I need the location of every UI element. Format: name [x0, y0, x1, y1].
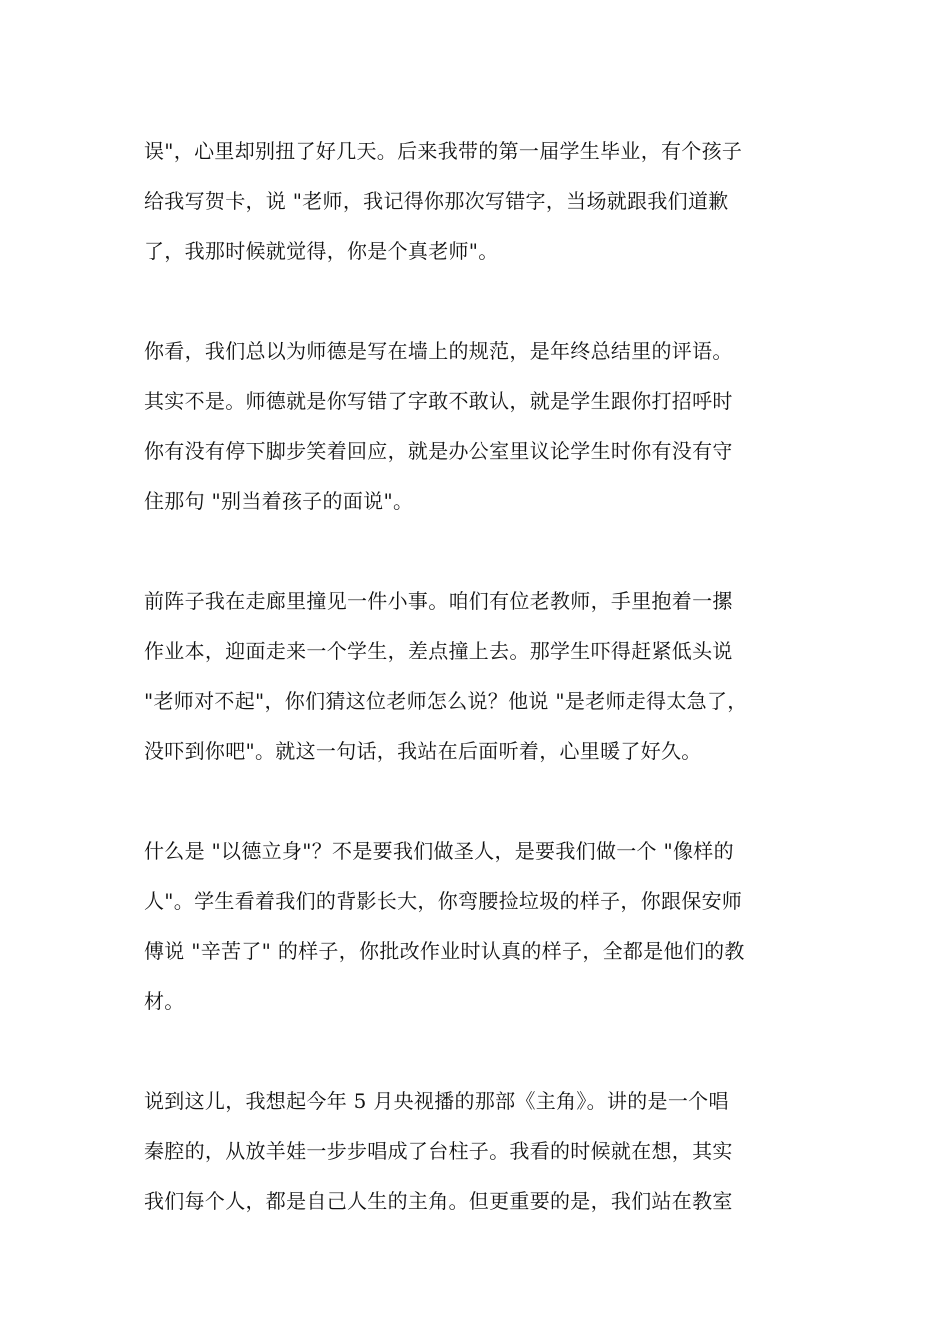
text-line: 说到这儿，我想起今年 5 月央视播的那部《主角》。讲的是一个唱 [144, 1089, 729, 1113]
text-line: 人"。学生看着我们的背影长大，你弯腰捡垃圾的样子，你跟保安师 [144, 889, 743, 913]
paragraph-2 [144, 326, 834, 526]
text-line: 你看，我们总以为师德是写在墙上的规范，是年终总结里的评语。 [144, 339, 733, 363]
paragraph-5 [144, 1076, 834, 1226]
text-line: 误"，心里却别扭了好几天。后来我带的第一届学生毕业，有个孩子 [144, 139, 743, 163]
text-line: 你有没有停下脚步笑着回应，就是办公室里议论学生时你有没有守 [144, 439, 733, 463]
text-line: 秦腔的，从放羊娃一步步唱成了台柱子。我看的时候就在想，其实 [144, 1139, 733, 1163]
document-body [144, 126, 834, 1276]
paragraph-1 [144, 126, 834, 276]
text-line: 作业本，迎面走来一个学生，差点撞上去。那学生吓得赶紧低头说 [144, 639, 733, 663]
text-line: 我们每个人，都是自己人生的主角。但更重要的是，我们站在教室 [144, 1189, 733, 1213]
text-line: 其实不是。师德就是你写错了字敢不敢认，就是学生跟你打招呼时 [144, 389, 733, 413]
text-line: 什么是 "以德立身"？不是要我们做圣人，是要我们做一个 "像样的 [144, 839, 734, 863]
text-line: 住那句 "别当着孩子的面说"。 [144, 489, 414, 513]
text-line: 了，我那时候就觉得，你是个真老师"。 [144, 239, 499, 263]
paragraph-4 [144, 826, 834, 1026]
text-line: 没吓到你吧"。就这一句话，我站在后面听着，心里暖了好久。 [144, 739, 702, 763]
text-line: 材。 [144, 989, 185, 1013]
text-line: 傅说 "辛苦了" 的样子，你批改作业时认真的样子，全都是他们的教 [144, 939, 745, 963]
text-line: 给我写贺卡，说 "老师，我记得你那次写错字，当场就跟我们道歉 [144, 189, 729, 213]
text-line: 前阵子我在走廊里撞见一件小事。咱们有位老教师，手里抱着一摞 [144, 589, 733, 613]
text-line: "老师对不起"，你们猜这位老师怎么说？他说 "是老师走得太急了， [144, 689, 748, 713]
paragraph-3 [144, 576, 834, 776]
